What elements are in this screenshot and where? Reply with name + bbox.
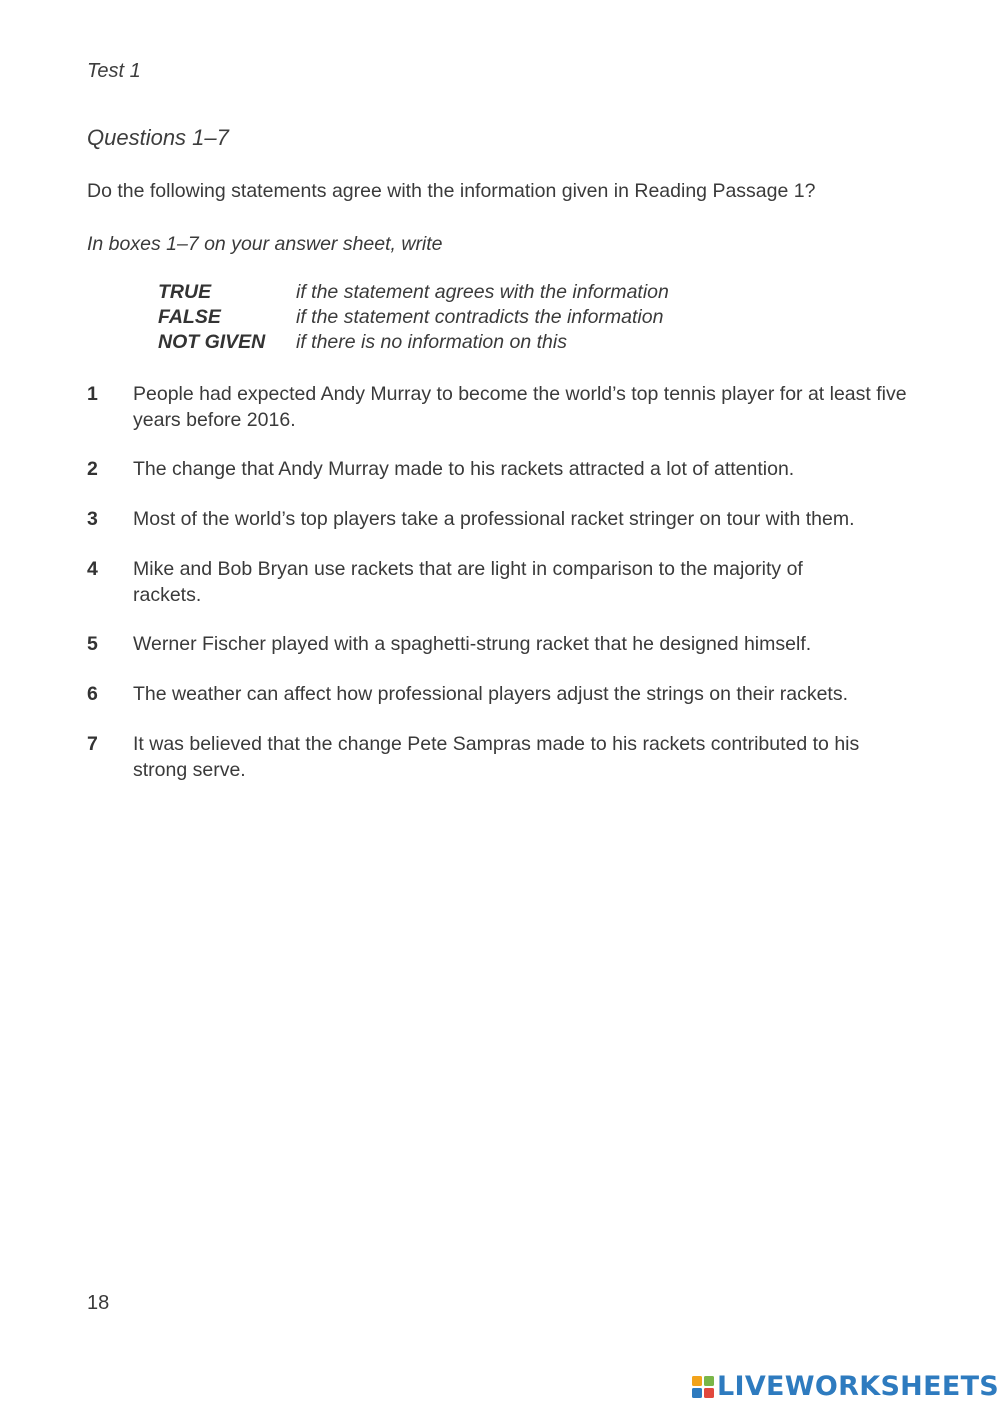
key-definition: if the statement agrees with the information	[296, 281, 669, 303]
key-definition: if there is no information on this	[296, 331, 567, 353]
statement-number: 5	[87, 633, 98, 655]
key-row-true	[158, 281, 669, 306]
statement-text: Werner Fischer played with a spaghetti-strung racket that he designed himself.	[133, 633, 812, 655]
key-definition: if the statement contradicts the information	[296, 306, 664, 328]
answer-sheet-instruction: In boxes 1–7 on your answer sheet, write	[87, 233, 443, 255]
statement-number: 6	[87, 683, 98, 705]
statement-number: 1	[87, 383, 98, 405]
statement-number: 7	[87, 733, 98, 755]
statement-number: 3	[87, 508, 98, 530]
statement-text: Most of the world’s top players take a professional racket stringer on tour with them.	[133, 508, 855, 530]
answer-key-legend	[158, 281, 669, 356]
instruction-text: Do the following statements agree with the information given in Reading Passage 1?	[87, 180, 816, 202]
statement-item	[87, 681, 937, 707]
questions-heading: Questions 1–7	[87, 125, 229, 150]
test-label: Test 1	[87, 60, 141, 82]
key-term: FALSE	[158, 306, 221, 328]
statement-item	[87, 731, 937, 783]
key-term: TRUE	[158, 281, 212, 303]
statement-item	[87, 506, 937, 532]
statement-text: It was believed that the change Pete Sampras made to his rackets contributed to his strong serve.	[133, 733, 860, 781]
key-row-false	[158, 306, 669, 331]
liveworksheets-wordmark: LIVEWORKSHEETS	[717, 1371, 1000, 1402]
statement-text: Mike and Bob Bryan use rackets that are light in comparison to the majority of rackets.	[133, 558, 803, 606]
statement-item	[87, 381, 937, 433]
statement-item	[87, 631, 937, 657]
statement-number: 4	[87, 558, 98, 580]
key-term: NOT GIVEN	[158, 331, 266, 353]
statement-number: 2	[87, 458, 98, 480]
statement-text: The change that Andy Murray made to his rackets attracted a lot of attention.	[133, 458, 795, 480]
liveworksheets-brand[interactable]	[692, 1372, 999, 1402]
statement-text: The weather can affect how professional players adjust the strings on their rackets.	[133, 683, 849, 705]
key-row-not-given	[158, 331, 669, 356]
page-number: 18	[87, 1292, 110, 1314]
statement-text: People had expected Andy Murray to become the world’s top tennis player for at least five years before 2016.	[133, 383, 907, 431]
statement-item	[87, 556, 937, 608]
liveworksheets-logo-icon	[692, 1376, 714, 1398]
statement-item	[87, 456, 937, 482]
